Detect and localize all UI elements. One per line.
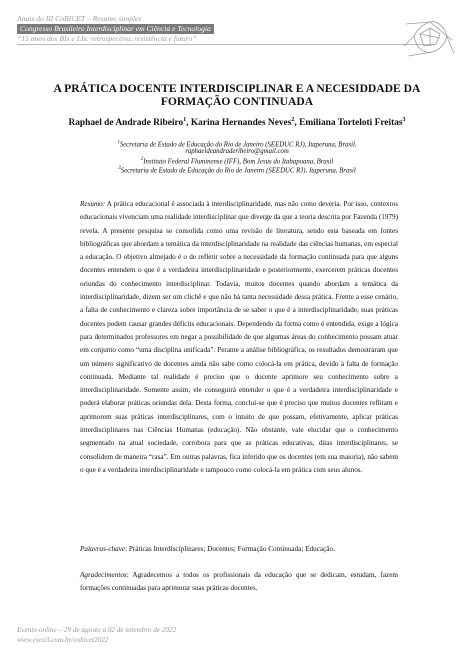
affiliation: $^2$Instituto Federal Fluminense (IFF), Bom Jesus do Itabapoana, Brasil [140, 157, 334, 166]
affiliation-email: raphaeldeandraderibeiro@gmail.com [185, 147, 289, 155]
header-theme: “15 anos dos BIs e LIs: retrospectiva, resistência e futuro” [17, 34, 197, 43]
author-affiliation-mark: 2 [291, 117, 295, 123]
keywords [80, 543, 398, 556]
keywords-text: : Práticas Interdisciplinares; Docentes; Formação Continuada; Educação. [125, 545, 335, 553]
footer-website: www.even3.com.br/cobicet2022 [17, 636, 109, 644]
affiliation: $^1$Secretaria de Estado de Educação do Rio de Janeiro (SEEDUC RJ), Itaperuna, Brasil, [117, 140, 357, 149]
author-affiliation-mark: 1 [183, 117, 187, 123]
acknowledgements-text: : Agradecemos a todos os profissionais da educação que se dedicam, estudam, fazem formações continuadas para aprimorar suas práticas docentes. [80, 571, 398, 593]
affiliation: $^3$Secretaria de Estado de Educação do Rio de Janeiro (SEEDUC RJ), Itaperuna, Brasil [118, 165, 356, 175]
paper-title: A PRÁTICA DOCENTE INTERDISCIPLINAR E A NECESIDDADE DA FORMAÇÃO CONTINUADA [53, 82, 421, 108]
footer-event-dates: Evento online – 29 de agosto a 02 de setembro de 2022 [17, 626, 177, 634]
running-header [17, 14, 377, 44]
keywords-label: Palavras-chave [80, 545, 126, 553]
running-footer [17, 625, 176, 645]
abstract [80, 198, 398, 477]
author-name: Karina Hernandes Neves [190, 118, 292, 129]
author-list: Raphael de Andrade Ribeiro$^1$, Karina Hernandes Neves$^2$, Emiliana Torteloti Freitas$^3$ [68, 117, 406, 129]
congress-logo [400, 10, 458, 62]
abstract-label: Resumo: [80, 200, 106, 208]
abstract-text: A prática educacional é associada à interdisciplinaridade, mas não como deveria. Por isso, contextos educacionais vivenciam uma realidade interdisciplinar que diverge da que a teoria descrita por Fazenda (1979) revela. A presente pesquisa se consolida como uma revisão de literatura, sendo esta baseada em fontes bibliográficas que abordam a temática da interdisciplinaridade na realidade das ciências humanas, em especial a educação. O objetivo almejado é o de refletir sobre a necessidade da formação continuada para que alguns docentes entendem o que é a verdadeira interdisciplinaridade e posteriormente, exercerem práticas docentes oriundas do conhecimento interdisciplinar. Todavia, muitos docentes quando abordam a temática da interdisciplinaridade, dizem ser um clichê e que não há tanta necessidade dessa prática. Frente a esse cenário, a falta de conhecimento e clareza sobre importância de se saber o que é a interdisciplinaridade, suas práticas docentes podem causar grandes déficits educacionais. Dependendo da forma como é entendida, exige a lógica para determinados professores em negar a possibilidade de que algumas áreas do conhecimento possam atuar em conjunto como “uma disciplina unificada”. Perante a análise bibliográfica, os resultados demostraram que um número significativo de docentes ainda não sabe como colocá-la em prática, devido à falta de formação continuada. Mediante tal realidade é preciso que o docente aprimore seu conhecimento sobre a interdisciplinaridade. Somente assim, ele conseguirá entender o que é a verdadeira interdisciplinaridade e poderá elaborar práticas oriundas dela. Desta forma, conclui-se que é preciso que muitos docentes reflitam e aprimorem suas práticas interdisciplinares, com o intuito de que possam, efetivamente, aplicar práticas interdisciplinares nas Ciências Humanas (educação). Não obstante, vale elucidar que o conhecimento segmentado na atual sociedade, corrobora para que as práticas educativas, ditas interdisciplinares, se consolidem de maneira “rasa”. Em outras palavras, fica inferido que os docentes (em sua maioria), não sabem o que é a verdadeira interdisciplinaridade e tampouco como colocá-la em prática com seus alunos. [80, 200, 398, 474]
author-affiliation-mark: 3 [402, 117, 406, 123]
author-name: Raphael de Andrade Ribeiro [68, 118, 184, 129]
author-name: Emiliana Torteloti Freitas [299, 118, 403, 129]
header-proceedings: Anais do III CoBICET – Resumo simples [17, 14, 142, 23]
header-rule [17, 44, 435, 45]
acknowledgements-label: Agradecimentos [80, 571, 127, 579]
acknowledgements [80, 569, 398, 596]
header-congress-name: Congresso Brasileiro Interdisciplinar em Ciência e Tecnologia [17, 24, 214, 34]
